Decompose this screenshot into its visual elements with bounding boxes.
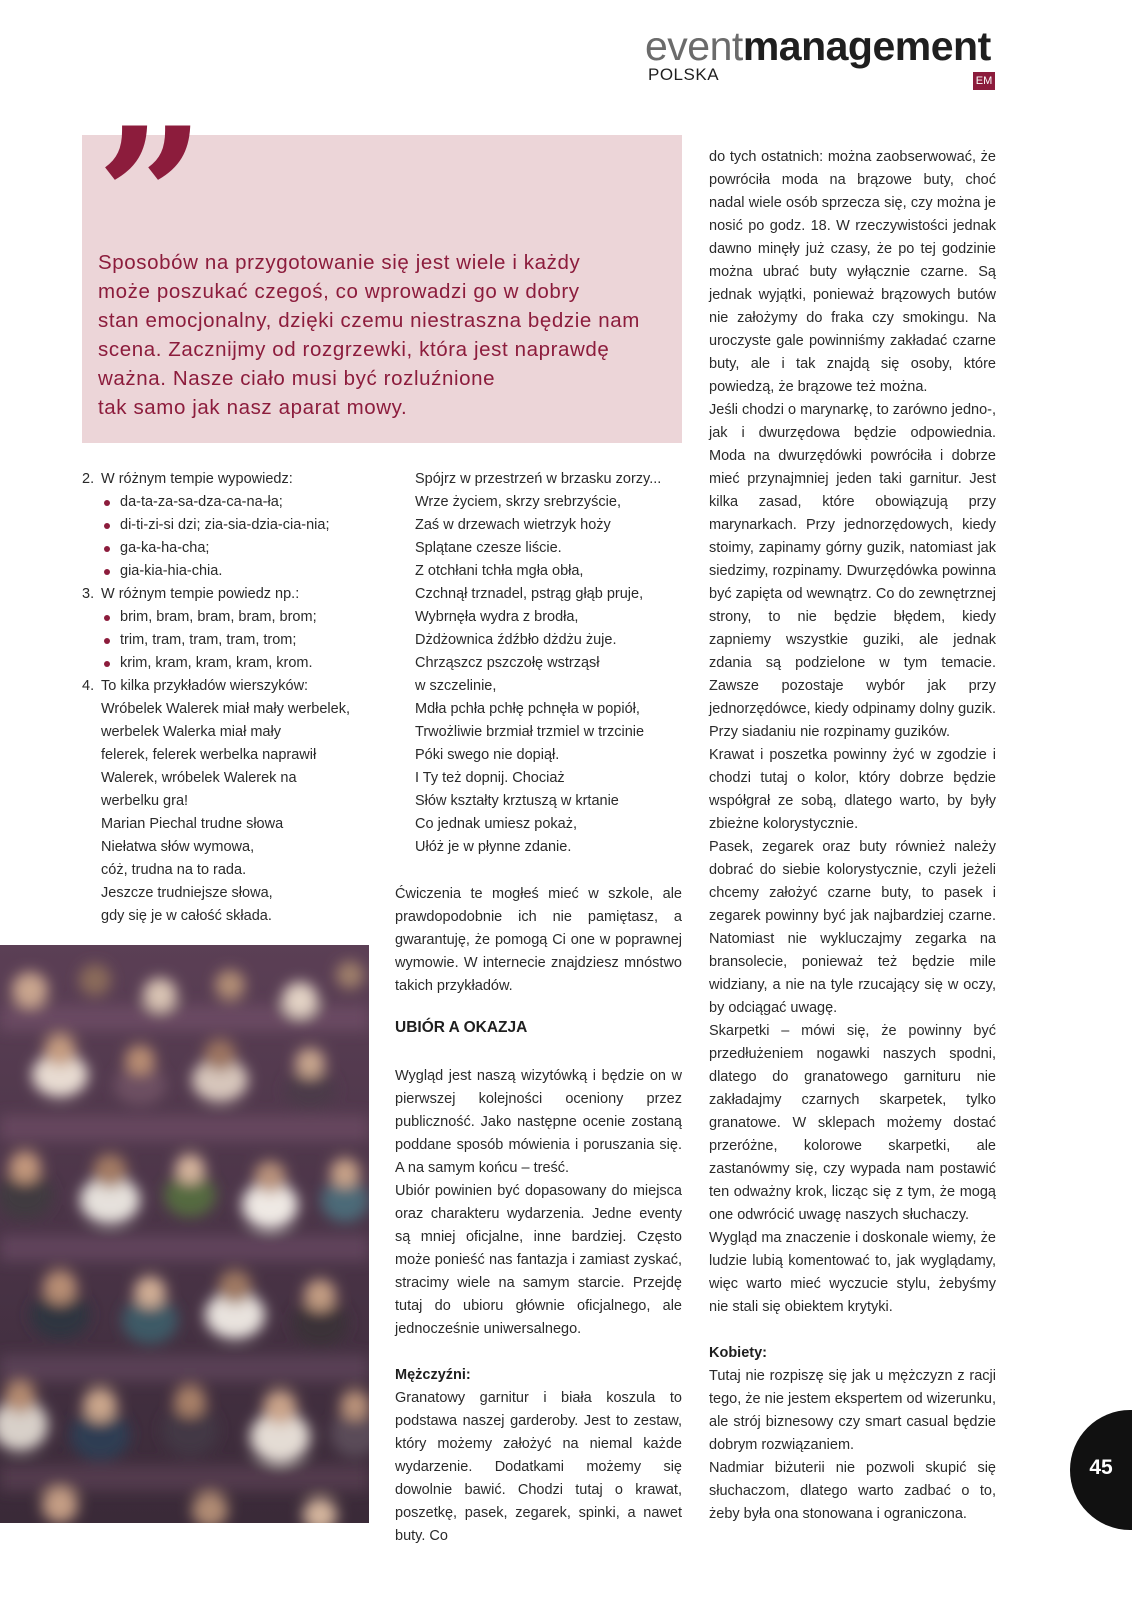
bullet-item: di-ti-zi-si dzi; zia-sia-dzia-cia-nia; — [101, 514, 382, 537]
bullet-item: krim, kram, kram, kram, krom. — [101, 652, 382, 675]
rhyme-line: werbelek Walerka miał mały — [101, 724, 281, 740]
list-item-number: 3. — [82, 586, 95, 602]
body-paragraph: Pasek, zegarek oraz buty również należy dobrać do siebie kolorystycznie, czyli jeżeli chcemy założyć czarne buty, to pasek i zegarek powinny być jak najbardziej czarne. Natomiast nie wykluczajmy zegarka na bransolecie, ponieważ też będzie mile widziany, a nie na tyle rzucający się w oczy, by odciągać uwagę. — [709, 839, 996, 1016]
poem-line: Spójrz w przestrzeń w brzasku zorzy... — [415, 471, 662, 487]
rhyme-line: gdy się je w całość składa. — [101, 908, 272, 924]
column2-body — [395, 1065, 682, 1548]
poem-line: Póki swego nie dopiął. — [415, 747, 560, 763]
rhyme-line: Marian Piechal trudne słowa — [101, 816, 284, 832]
body-paragraph: Wygląd ma znaczenie i doskonale wiemy, że ludzie lubią komentować to, jak wyglądamy, więc warto mieć wyczucie stylu, żebyśmy nie stali się obiektem krytyki. — [709, 1230, 996, 1315]
logo-word-event: event — [645, 23, 743, 69]
bullet-item: gia-kia-hia-chia. — [101, 560, 382, 583]
bullet-item: brim, bram, bram, bram, brom; — [101, 606, 382, 629]
poem-line: Chrząszcz pszczołę wstrząsł — [415, 655, 600, 671]
bullet-item: ga-ka-ha-cha; — [101, 537, 382, 560]
list-item — [82, 468, 382, 583]
bullet-list — [101, 491, 382, 583]
quote-mark-icon: ” — [96, 86, 206, 309]
body-paragraph: Jeśli chodzi o marynarkę, to zarówno jedno-, jak i dwurzędowa będzie odpowiednia. Moda na dwurzędówki powróciła i dobrze mieć przynajmniej jeden taki garnitur. Jest kilka zasad, które obowiązują przy marynarkach. Przy jednorzędowych, kiedy stoimy, zapinamy górny guzik, natomiast jak siedzimy, rozpinamy. Dwurzędówka powinna być zapięta od wewnątrz. Co do zewnętrznej strony, to nie będzie błędem, kiedy zapniemy wszystkie guziki, ale jednak zdania są podzielone w tym temacie. Zawsze pozostaje wybór jak przy jednorzędówce, kiedy odpinamy dolny guzik. Przy siadaniu nie rozpinamy guzików. — [709, 402, 996, 740]
audience-photo — [0, 945, 369, 1523]
poem-line: Z otchłani tchła mgła obła, — [415, 563, 584, 579]
poem-line: Zaś w drzewach wietrzyk hoży — [415, 517, 611, 533]
poem-line: Splątane czesze liście. — [415, 540, 562, 556]
list-item-text: To kilka przykładów wierszyków: — [101, 678, 309, 694]
list-item-number: 2. — [82, 471, 95, 487]
page-number: 45 — [1089, 1456, 1113, 1479]
logo-subtitle: POLSKA — [648, 65, 720, 84]
poem-line: Czchnął trznadel, pstrąg głąb pruje, — [415, 586, 644, 602]
poem-line: Wrze życiem, skrzy srebrzyście, — [415, 494, 621, 510]
column3-body — [709, 146, 996, 1526]
audience-photo-graphic — [0, 945, 369, 1523]
body-paragraph: do tych ostatnich: można zaobserwować, że powróciła moda na brązowe buty, choć nadal wiele osób sprzecza się, czy można je nosić po godz. 18. W rzeczywistości jednak dawno minęły już czasy, że po tej godzinie można ubrać buty wyłącznie czarne. Są jednak wyjątki, ponieważ brązowych butów nie założymy do fraka czy smokingu. Na uroczyste gale powinniśmy zakładać czarne buty, ale i tak znajdą się osoby, które powiedzą, że brązowe też można. — [709, 149, 996, 395]
column2-intro — [395, 883, 682, 998]
body-paragraph: Krawat i poszetka powinny żyć w zgodzie i chodzi tutaj o kolor, który dobrze będzie współgrał ze sobą, dlatego warto, by były zbieżne kolorystycznie. — [709, 747, 996, 832]
poem-line: Co jednak umiesz pokaż, — [415, 816, 577, 832]
poem-line: Ułóż je w płynne zdanie. — [415, 839, 572, 855]
subheading-men: Mężczyźni: — [395, 1367, 471, 1383]
poem-line: Trwożliwie brzmiał trzmiel w trzcinie — [415, 724, 645, 740]
poem-line: Wybrnęła wydra z brodła, — [415, 609, 579, 625]
magazine-logo — [645, 22, 995, 92]
rhyme-line: werbelku gra! — [101, 793, 189, 809]
section-heading: UBIÓR A OKAZJA — [395, 1019, 528, 1036]
poem-line: Dżdżownica źdźbło dżdżu żuje. — [415, 632, 617, 648]
rhyme-line: Walerek, wróbelek Walerek na — [101, 770, 297, 786]
exercise-list — [82, 468, 382, 928]
pull-quote-text: Sposobów na przygotowanie się jest wiele i każdy może poszukać czegoś, co wprowadzi go w dobry stan emocjonalny, dzięki czemu niestraszna będzie nam scena. Zacznijmy od rozgrzewki, która jest naprawdę ważna. Nasze ciało musi być rozluźnione tak samo jak nasz aparat mowy. — [98, 251, 640, 419]
pull-quote-box — [82, 86, 682, 443]
list-item — [82, 675, 382, 928]
rhyme-line: cóż, trudna na to rada. — [101, 862, 247, 878]
list-item — [82, 583, 382, 675]
bullet-item: da-ta-za-sa-dza-ca-na-ła; — [101, 491, 382, 514]
list-item-text: W różnym tempie powiedz np.: — [101, 586, 300, 602]
subheading-women: Kobiety: — [709, 1345, 767, 1361]
poem-line: Słów kształty krztuszą w krtanie — [415, 793, 619, 809]
body-paragraph: Ubiór powinien być dopasowany do miejsca oraz charakteru wydarzenia. Jedne eventy są mniej oficjalne, inne bardziej. Często może ponieść nas fantazja i zamiast zyskać, stracimy wiele na samym starcie. Przejdę tutaj do ubioru głównie oficjalnego, ale jednocześnie uniwersalnego. — [395, 1183, 682, 1337]
rhyme-line: Wróbelek Walerek miał mały werbelek, — [101, 701, 350, 717]
body-paragraph: Granatowy garnitur i biała koszula to podstawa naszej garderoby. Jest to zestaw, który możemy założyć na niemal każde wydarzenie. Dodatkami możemy się dowolnie bawić. Chodzi tutaj o krawat, poszetkę, pasek, zegarek, spinki, a nawet buty. Co — [395, 1390, 682, 1544]
logo-wordmark — [645, 22, 991, 70]
body-paragraph: Skarpetki – mówi się, że powinny być przedłużeniem nogawki naszych spodni, dlatego do granatowego garnituru nie zakładajmy czarnych skarpetek, tylko granatowe. W sklepach możemy dostać przeróżne, kolorowe skarpetki, ale zastanówmy się, czy wypada nam postawić ten odważny krok, licząc się z tym, że mogą one odwrócić uwagę naszych słuchaczy. — [709, 1023, 996, 1223]
body-paragraph: Tutaj nie rozpiszę się jak u mężczyzn z racji tego, że nie jestem ekspertem od wizerunku, ale strój biznesowy czy smart casual będzie dobrym rozwiązaniem. — [709, 1368, 996, 1453]
body-paragraph: Nadmiar biżuterii nie pozwoli skupić się słuchaczom, dlatego warto zadbać o to, żeby była ona stonowana i ograniczona. — [709, 1460, 996, 1522]
poem-line: I Ty też dopnij. Chociaż — [415, 770, 565, 786]
logo-word-management: management — [742, 23, 991, 69]
logo-badge: EM — [973, 72, 995, 90]
poem-line: Mdła pchła pchłę pchnęła w popiół, — [415, 701, 640, 717]
bullet-list — [101, 606, 382, 675]
poem-line: w szczelinie, — [415, 678, 497, 694]
list-item-text: W różnym tempie wypowiedz: — [101, 471, 293, 487]
rhyme-line: Jeszcze trudniejsze słowa, — [101, 885, 273, 901]
rhyme-line: Niełatwa słów wymowa, — [101, 839, 255, 855]
body-paragraph: Ćwiczenia te mogłeś mieć w szkole, ale prawdopodobnie ich nie pamiętasz, a gwarantuję, że pomogą Ci one w poprawnej wymowie. W internecie znajdziesz mnóstwo takich przykładów. — [395, 886, 682, 994]
tongue-twister-poem — [415, 468, 685, 859]
list-item-number: 4. — [82, 678, 95, 694]
body-paragraph: Wygląd jest naszą wizytówką i będzie on w pierwszej kolejności oceniony przez publiczność. Jako następne ocenie zostaną poddane sposób mówienia i poruszania się. A na samym końcu – treść. — [395, 1068, 682, 1176]
bullet-item: trim, tram, tram, tram, trom; — [101, 629, 382, 652]
rhyme-line: felerek, felerek werbelka naprawił — [101, 747, 317, 763]
